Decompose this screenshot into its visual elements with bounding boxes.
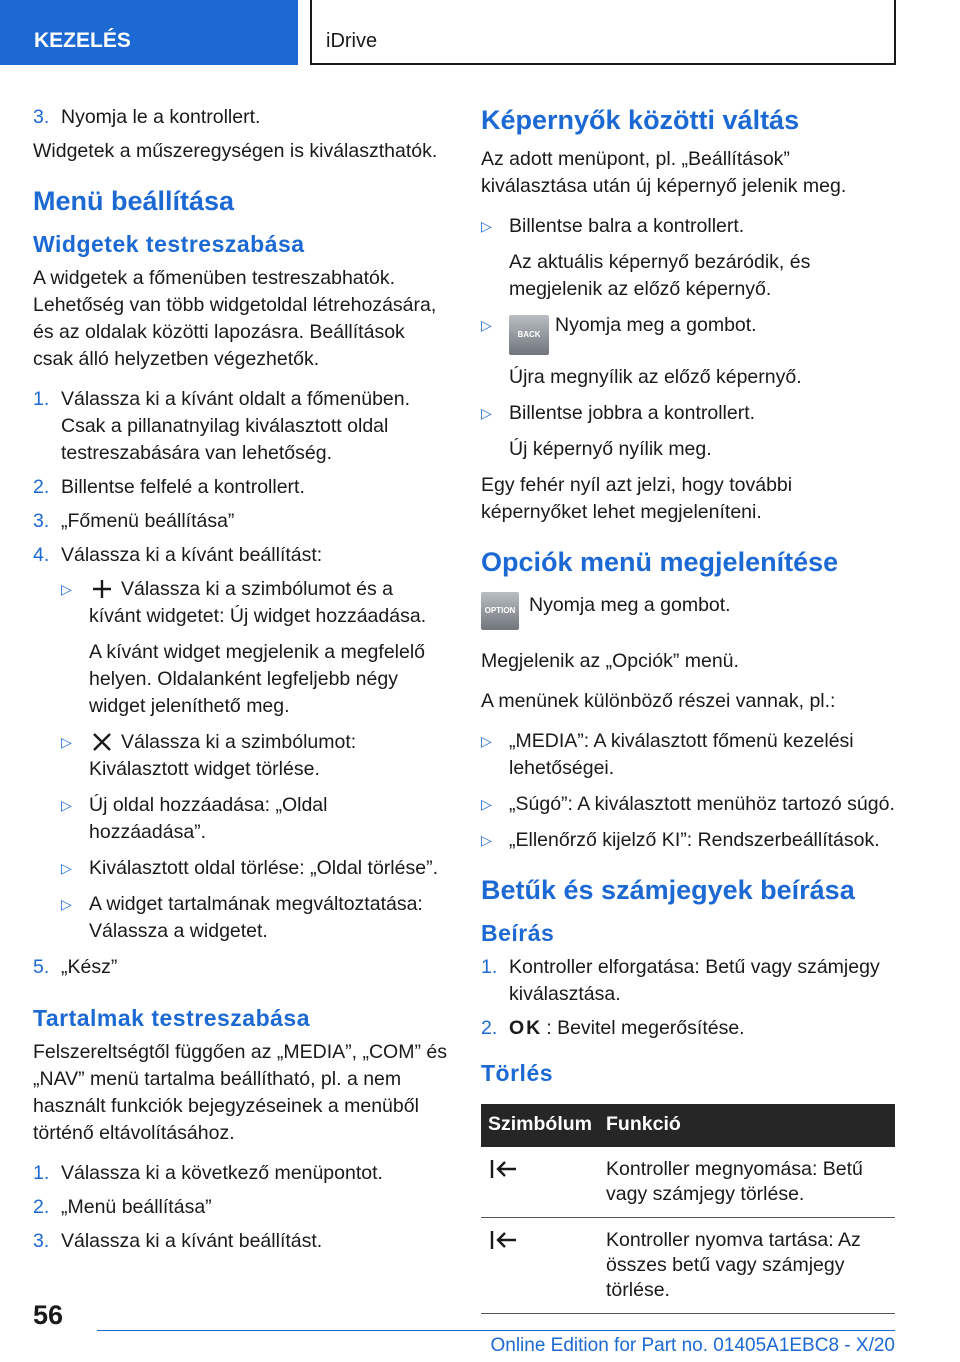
- step-item: [33, 1228, 447, 1255]
- bullet-text: „Súgó”: A kiválasztott menühöz tartozó súgó.: [509, 793, 895, 815]
- widgets-heading: Widgetek testreszabása: [33, 231, 305, 257]
- bullet-text: Válassza ki a szimbólumot és a kívánt widgetet: Új widget hozzáadása.: [89, 578, 427, 627]
- bullet-text: Billentse jobbra a kontrollert.: [509, 402, 756, 424]
- backspace-icon: [481, 1147, 599, 1218]
- triangle-bullet-icon: ▷: [61, 797, 72, 813]
- triangle-bullet-icon: ▷: [481, 733, 492, 749]
- triangle-bullet-icon: ▷: [61, 860, 72, 876]
- triangle-bullet-icon: ▷: [481, 832, 492, 848]
- bullet-text: Válassza ki a szimbólumot: Kiválasztott widget törlése.: [89, 731, 357, 780]
- table-header-row: [481, 1104, 895, 1147]
- bullet-continuation: Az aktuális képernyő bezáródik, és megjelenik az előző képernyő.: [509, 251, 811, 300]
- bullet-text: Új oldal hozzáadása: „Oldal hozzáadása”.: [89, 794, 328, 843]
- step-item: [33, 1194, 447, 1221]
- step-item: [33, 542, 447, 569]
- step-item: [33, 474, 447, 501]
- cross-icon: [89, 732, 115, 752]
- ok-icon: OK: [509, 1017, 543, 1039]
- step-text: Nyomja le a kontrollert.: [61, 106, 261, 128]
- symbol-column-header: Szimbólum: [481, 1104, 599, 1147]
- left-column: [33, 104, 447, 1262]
- section-tab: KEZELÉS: [0, 0, 298, 65]
- option-button-icon: OPTION: [481, 592, 519, 630]
- bullet-text: Billentse balra a kontrollert.: [509, 215, 745, 237]
- step-text: Válassza ki a következő menüpontot.: [61, 1162, 383, 1184]
- bullet-item: [61, 891, 447, 945]
- bullet-continuation: Új képernyő nyílik meg.: [509, 438, 712, 460]
- backspace-icon: [481, 1218, 599, 1314]
- step-text: Válassza ki a kívánt beállítást.: [61, 1230, 323, 1252]
- switch-heading: Képernyők közötti váltás: [481, 105, 800, 135]
- step-number: 1.: [33, 1162, 50, 1184]
- back-button-icon: BACK: [509, 315, 549, 355]
- triangle-bullet-icon: ▷: [481, 218, 492, 234]
- options-press-row: [481, 592, 897, 630]
- options-appear: Megjelenik az „Opciók” menü.: [481, 650, 739, 672]
- content-intro: Felszereltségtől függően az „MEDIA”, „COM” és „NAV” menü tartalma beállítható, pl. a nem használt funkciók bejegyzéseinek a menüből történő eltávolításához.: [33, 1041, 447, 1144]
- table-cell: Kontroller megnyomása: Betű vagy számjegy törlése.: [599, 1147, 895, 1218]
- triangle-bullet-icon: ▷: [481, 317, 492, 333]
- switch-note: Egy fehér nyíl azt jelzi, hogy további képernyőket lehet megjeleníteni.: [481, 474, 793, 523]
- step-item: [33, 104, 447, 131]
- step-number: 2.: [481, 1017, 498, 1039]
- options-press-text: Nyomja meg a gombot.: [529, 594, 731, 616]
- widget-note: Widgetek a műszeregységen is kiválaszthatók.: [33, 140, 438, 162]
- step-text: : Bevitel megerősítése.: [546, 1017, 745, 1039]
- content-heading: Tartalmak testreszabása: [33, 1005, 310, 1031]
- function-column-header: Funkció: [599, 1104, 895, 1147]
- table-cell: Kontroller nyomva tartása: Az összes betű vagy számjegy törlése.: [599, 1218, 895, 1314]
- bullet-continuation: A kívánt widget megjelenik a megfelelő helyen. Oldalanként legfeljebb négy widget jeleníthető meg.: [89, 641, 426, 717]
- step-text: „Főmenü beállítása”: [61, 510, 235, 532]
- bullet-item: [481, 213, 897, 240]
- delete-heading: Törlés: [481, 1060, 554, 1086]
- step-text: Kontroller elforgatása: Betű vagy számjegy kiválasztása.: [509, 956, 880, 1005]
- step-number: 3.: [33, 106, 50, 128]
- chapter-title: iDrive: [310, 0, 896, 65]
- triangle-bullet-icon: ▷: [61, 581, 72, 597]
- step-4-options: [61, 576, 447, 945]
- switch-intro: Az adott menüpont, pl. „Beállítások” kiválasztása után új képernyő jelenik meg.: [481, 148, 847, 197]
- step-number: 2.: [33, 476, 50, 498]
- triangle-bullet-icon: ▷: [61, 734, 72, 750]
- table-row: [481, 1218, 895, 1314]
- step-item: [481, 1015, 897, 1042]
- footer-edition: Online Edition for Part no. 01405A1EBC8 - X/20: [490, 1335, 895, 1356]
- step-item: [481, 954, 897, 1008]
- step-item: [33, 1160, 447, 1187]
- letters-heading: Betűk és számjegyek beírása: [481, 875, 855, 905]
- plus-icon: [89, 579, 115, 599]
- step-text: „Kész”: [61, 956, 118, 978]
- step-number: 1.: [33, 388, 50, 410]
- step-item: [33, 508, 447, 535]
- step-number: 4.: [33, 544, 50, 566]
- step-number: 1.: [481, 956, 498, 978]
- triangle-bullet-icon: ▷: [61, 896, 72, 912]
- step-text: „Menü beállítása”: [61, 1196, 212, 1218]
- triangle-bullet-icon: ▷: [481, 405, 492, 421]
- options-parts: A menünek különböző részei vannak, pl.:: [481, 690, 836, 712]
- bullet-item: [61, 729, 447, 783]
- bullet-item: [481, 728, 897, 782]
- bullet-text: „MEDIA”: A kiválasztott főmenü kezelési lehetőségei.: [509, 730, 854, 779]
- bullet-item: [481, 312, 897, 355]
- step-item: [33, 386, 447, 467]
- bullet-text: Kiválasztott oldal törlése: „Oldal törlése”.: [89, 857, 438, 879]
- bullet-continuation: Újra megnyílik az előző képernyő.: [509, 366, 802, 388]
- bullet-item: [481, 827, 897, 854]
- step-number: 2.: [33, 1196, 50, 1218]
- step-item: [33, 954, 447, 981]
- right-column: [481, 104, 897, 1314]
- bullet-text: Nyomja meg a gombot.: [555, 314, 757, 336]
- bullet-text: A widget tartalmának megváltoztatása: Válassza a widgetet.: [89, 893, 423, 942]
- bullet-text: „Ellenőrző kijelző KI”: Rendszerbeállítások.: [509, 829, 880, 851]
- options-heading: Opciók menü megjelenítése: [481, 547, 839, 577]
- step-text: Billentse felfelé a kontrollert.: [61, 476, 305, 498]
- bullet-item: [61, 576, 447, 630]
- delete-table: [481, 1104, 895, 1314]
- step-text: Válassza ki a kívánt beállítást:: [61, 544, 323, 566]
- input-heading: Beírás: [481, 920, 555, 946]
- step-number: 5.: [33, 956, 50, 978]
- step-text: Válassza ki a kívánt oldalt a főmenüben. Csak a pillanatnyilag kiválasztott oldal testreszabására van lehetőség.: [61, 388, 411, 464]
- step-number: 3.: [33, 510, 50, 532]
- page-number: 56: [33, 1300, 64, 1330]
- menu-settings-heading: Menü beállítása: [33, 186, 235, 216]
- triangle-bullet-icon: ▷: [481, 796, 492, 812]
- bullet-item: [61, 855, 447, 882]
- table-row: [481, 1147, 895, 1218]
- bullet-item: [481, 400, 897, 427]
- bullet-item: [481, 791, 897, 818]
- bullet-item: [61, 792, 447, 846]
- step-number: 3.: [33, 1230, 50, 1252]
- footer-divider: [97, 1330, 895, 1331]
- widgets-intro: A widgetek a főmenüben testreszabhatók. Lehetőség van több widgetoldal létrehozására, és az oldalak közötti lapozásra. Beállítások csak álló helyzetben végezhetők.: [33, 267, 437, 370]
